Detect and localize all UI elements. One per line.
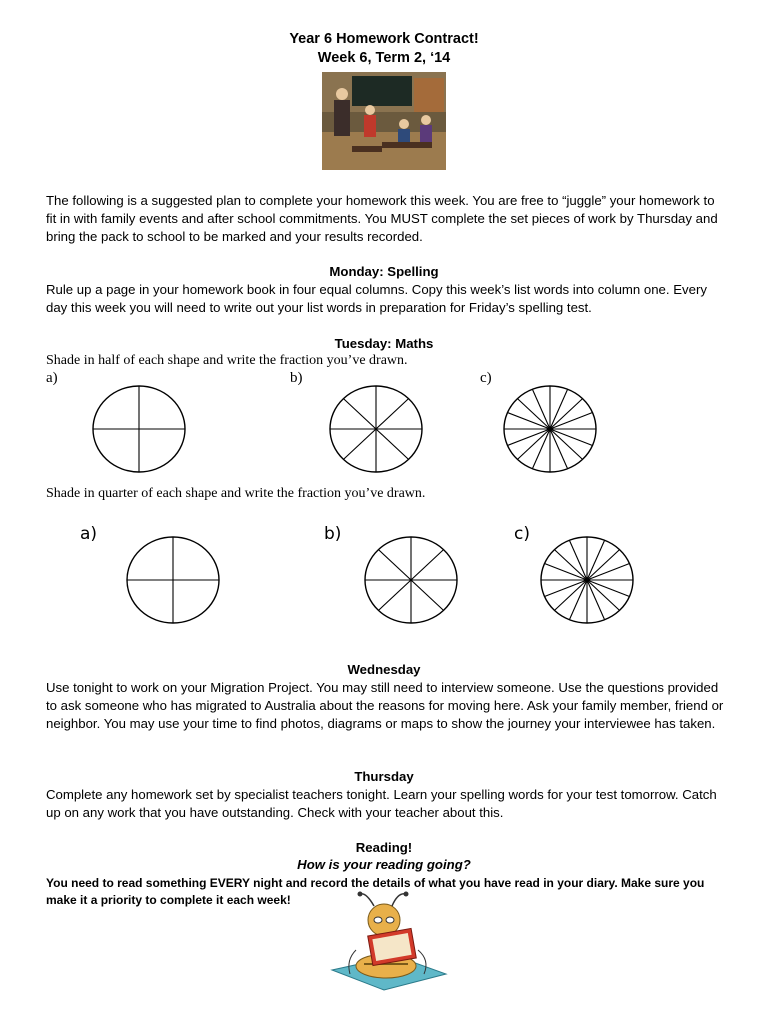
half-instruction: Shade in half of each shape and write the fraction you’ve drawn. [46, 353, 408, 368]
segment-line [554, 580, 587, 610]
segment-line [378, 580, 411, 610]
wednesday-heading: Wednesday [347, 662, 421, 677]
classroom-illustration [322, 72, 446, 170]
segment-line [378, 550, 411, 580]
quarter-circle-c [540, 536, 634, 624]
segment-line [411, 550, 444, 580]
segment-line [376, 399, 409, 429]
segment-line [376, 429, 409, 459]
thursday-heading: Thursday [354, 769, 414, 784]
half-circle-b [329, 385, 423, 473]
monday-heading: Monday: Spelling [329, 264, 439, 279]
intro-paragraph: The following is a suggested plan to complete your homework this week. You are free to “juggle” your homework to fit in with family events and after school commitments. You MUST complete the set pieces of work by Thursday and bring the pack to school to be marked and your results recorded. [46, 193, 718, 244]
segment-line [517, 399, 550, 429]
reading-heading: Reading! [355, 840, 413, 855]
quarter-instruction: Shade in quarter of each shape and write the fraction you’ve drawn. [46, 486, 426, 501]
wednesday-text: Use tonight to work on your Migration Project. You may still need to interview someone. Use the questions provided to ask someone who has migrated to Australia about the reasons for moving here. Ask your family member, friend or neighbor. You may use your time to find photos, diagrams or maps to show the journey your interviewee has taken. [46, 680, 724, 731]
half-label-c: c) [480, 370, 492, 386]
document-title [0, 30, 768, 68]
half-label-a: a) [46, 370, 58, 386]
half-circle-a [92, 385, 186, 473]
segment-line [587, 550, 620, 580]
quarter-circle-b [364, 536, 458, 624]
bee-reading-book-illustration [326, 890, 450, 994]
reading-text: You need to read something EVERY night and record the details of what you have read in your diary. Make sure you make it a priority to complete it each week! [46, 876, 705, 907]
tuesday-heading: Tuesday: Maths [334, 336, 434, 351]
segment-line [343, 429, 376, 459]
segment-line [587, 580, 620, 610]
quarter-label-a: a) [80, 524, 98, 544]
thursday-text: Complete any homework set by specialist teachers tonight. Learn your spelling words for your test tomorrow. Catch up on any work that you have outstanding. Check with your teacher about this. [46, 787, 717, 820]
reading-subheading: How is your reading going? [297, 857, 471, 872]
segment-line [517, 429, 550, 459]
monday-text: Rule up a page in your homework book in four equal columns. Copy this week’s list words into column one. Every day this week you will need to write out your list words in preparation for Friday’s spelling test. [46, 282, 707, 315]
title-line-2: Week 6, Term 2, ‘14 [317, 50, 451, 66]
quarter-label-b: b) [324, 524, 342, 544]
quarter-circle-a [126, 536, 220, 624]
half-circle-c [503, 385, 597, 473]
segment-line [550, 399, 583, 429]
segment-line [411, 580, 444, 610]
half-label-b: b) [290, 370, 303, 386]
title-line-1: Year 6 Homework Contract! [289, 31, 479, 47]
quarter-label-c: c) [514, 524, 530, 544]
segment-line [554, 550, 587, 580]
segment-line [550, 429, 583, 459]
segment-line [343, 399, 376, 429]
